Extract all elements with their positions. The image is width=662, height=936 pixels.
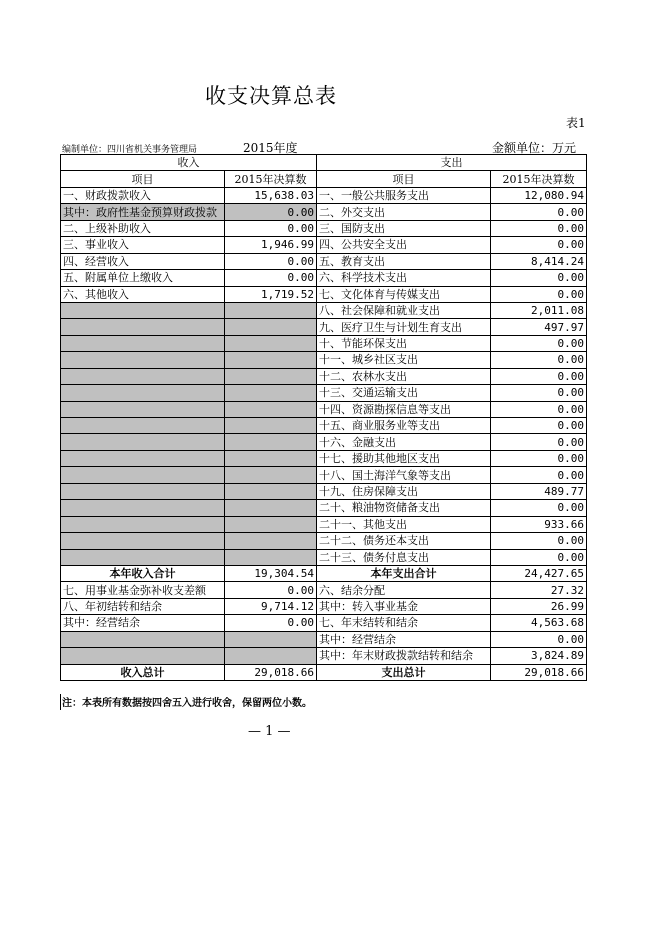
income-value: 9,714.12 xyxy=(225,598,317,614)
expense-value: 26.99 xyxy=(491,598,587,614)
table-number: 表1 xyxy=(566,116,586,130)
table-row xyxy=(61,302,587,318)
income-item: 六、其他收入 xyxy=(61,286,225,302)
income-item xyxy=(61,450,225,466)
expense-item: 二十一、其他支出 xyxy=(317,516,491,532)
expense-item: 一、一般公共服务支出 xyxy=(317,187,491,203)
expense-item: 十八、国土海洋气象等支出 xyxy=(317,467,491,483)
expense-item: 其中：年末财政拨款结转和结余 xyxy=(317,648,491,664)
expense-value: 29,018.66 xyxy=(491,664,587,680)
table-row xyxy=(61,368,587,384)
income-item xyxy=(61,302,225,318)
income-item: 一、财政拨款收入 xyxy=(61,187,225,203)
income-value xyxy=(225,533,317,549)
income-item xyxy=(61,516,225,532)
income-item xyxy=(61,648,225,664)
expense-value: 0.00 xyxy=(491,335,587,351)
expense-value: 27.32 xyxy=(491,582,587,598)
expense-item: 支出总计 xyxy=(317,664,491,680)
expense-value: 0.00 xyxy=(491,631,587,647)
income-value xyxy=(225,368,317,384)
income-value: 0.00 xyxy=(225,582,317,598)
table-row xyxy=(61,598,587,614)
expense-value: 0.00 xyxy=(491,237,587,253)
expense-section-header: 支出 xyxy=(317,155,587,171)
table-row xyxy=(61,565,587,581)
income-value xyxy=(225,648,317,664)
expense-item: 五、教育支出 xyxy=(317,253,491,269)
income-value xyxy=(225,467,317,483)
table-row xyxy=(61,467,587,483)
income-value: 15,638.03 xyxy=(225,187,317,203)
income-value xyxy=(225,385,317,401)
income-item xyxy=(61,335,225,351)
section-header-row xyxy=(61,155,587,171)
income-item: 本年收入合计 xyxy=(61,565,225,581)
income-item xyxy=(61,319,225,335)
income-value xyxy=(225,500,317,516)
table-row xyxy=(61,500,587,516)
expense-value: 0.00 xyxy=(491,467,587,483)
income-item: 收入总计 xyxy=(61,664,225,680)
income-section-header: 收入 xyxy=(61,155,317,171)
income-item xyxy=(61,631,225,647)
table-row xyxy=(61,385,587,401)
expense-value: 0.00 xyxy=(491,204,587,220)
income-value: 0.00 xyxy=(225,270,317,286)
income-value: 19,304.54 xyxy=(225,565,317,581)
income-item: 八、年初结转和结余 xyxy=(61,598,225,614)
expense-item: 十九、住房保障支出 xyxy=(317,483,491,499)
expense-item: 六、科学技术支出 xyxy=(317,270,491,286)
income-value xyxy=(225,352,317,368)
table-row xyxy=(61,450,587,466)
expense-item: 十五、商业服务业等支出 xyxy=(317,418,491,434)
table-row xyxy=(61,286,587,302)
expense-item: 十六、金融支出 xyxy=(317,434,491,450)
table-row xyxy=(61,418,587,434)
expense-item: 八、社会保障和就业支出 xyxy=(317,302,491,318)
table-row xyxy=(61,335,587,351)
expense-value: 0.00 xyxy=(491,401,587,417)
expense-value: 8,414.24 xyxy=(491,253,587,269)
table-row xyxy=(61,270,587,286)
table-left-border xyxy=(60,694,61,710)
expense-item: 七、文化体育与传媒支出 xyxy=(317,286,491,302)
expense-value: 0.00 xyxy=(491,434,587,450)
expense-item: 十三、交通运输支出 xyxy=(317,385,491,401)
expense-item: 二十、粮油物资储备支出 xyxy=(317,500,491,516)
income-item: 三、事业收入 xyxy=(61,237,225,253)
table-row xyxy=(61,434,587,450)
table-row xyxy=(61,483,587,499)
expense-value: 0.00 xyxy=(491,549,587,565)
table-row xyxy=(61,664,587,680)
column-header-row xyxy=(61,171,587,187)
income-item: 二、上级补助收入 xyxy=(61,220,225,236)
table-row xyxy=(61,237,587,253)
expense-value: 0.00 xyxy=(491,368,587,384)
income-value: 1,719.52 xyxy=(225,286,317,302)
expense-value: 0.00 xyxy=(491,220,587,236)
footnote: 注：本表所有数据按四舍五入进行收舍，保留两位小数。 xyxy=(62,698,312,709)
income-value xyxy=(225,401,317,417)
table-row xyxy=(61,253,587,269)
income-value xyxy=(225,631,317,647)
table-row xyxy=(61,648,587,664)
expense-item-header: 项目 xyxy=(317,171,491,187)
table-row xyxy=(61,549,587,565)
income-item xyxy=(61,483,225,499)
expense-value: 0.00 xyxy=(491,450,587,466)
fiscal-year: 2015年度 xyxy=(243,141,298,155)
table-row xyxy=(61,631,587,647)
income-item xyxy=(61,418,225,434)
expense-item: 二十三、债务付息支出 xyxy=(317,549,491,565)
income-value: 0.00 xyxy=(225,204,317,220)
expense-value-header: 2015年决算数 xyxy=(491,171,587,187)
income-value: 29,018.66 xyxy=(225,664,317,680)
expense-item: 九、医疗卫生与计划生育支出 xyxy=(317,319,491,335)
income-item xyxy=(61,385,225,401)
table-row xyxy=(61,516,587,532)
income-value: 1,946.99 xyxy=(225,237,317,253)
expense-value: 933.66 xyxy=(491,516,587,532)
table-row xyxy=(61,533,587,549)
income-value xyxy=(225,335,317,351)
table-row xyxy=(61,582,587,598)
income-value xyxy=(225,516,317,532)
expense-value: 489.77 xyxy=(491,483,587,499)
expense-value: 0.00 xyxy=(491,500,587,516)
expense-value: 0.00 xyxy=(491,352,587,368)
expense-value: 0.00 xyxy=(491,385,587,401)
expense-value: 497.97 xyxy=(491,319,587,335)
income-value xyxy=(225,302,317,318)
table-row xyxy=(61,204,587,220)
expense-item: 本年支出合计 xyxy=(317,565,491,581)
expense-value: 2,011.08 xyxy=(491,302,587,318)
income-item xyxy=(61,401,225,417)
income-item xyxy=(61,500,225,516)
income-value-header: 2015年决算数 xyxy=(225,171,317,187)
expense-item: 十二、农林水支出 xyxy=(317,368,491,384)
table-row xyxy=(61,352,587,368)
organization-label: 编制单位：四川省机关事务管理局 xyxy=(62,145,198,155)
report-title: 收支决算总表 xyxy=(205,84,337,108)
expense-item: 十、节能环保支出 xyxy=(317,335,491,351)
expense-value: 24,427.65 xyxy=(491,565,587,581)
expense-item: 其中：经营结余 xyxy=(317,631,491,647)
expense-value: 0.00 xyxy=(491,286,587,302)
income-item: 七、用事业基金弥补收支差额 xyxy=(61,582,225,598)
income-value xyxy=(225,450,317,466)
income-item xyxy=(61,549,225,565)
income-item: 五、附属单位上缴收入 xyxy=(61,270,225,286)
income-value: 0.00 xyxy=(225,615,317,631)
income-value xyxy=(225,418,317,434)
expense-item: 其中：转入事业基金 xyxy=(317,598,491,614)
income-value xyxy=(225,483,317,499)
table-row xyxy=(61,187,587,203)
expense-item: 二、外交支出 xyxy=(317,204,491,220)
table-row xyxy=(61,615,587,631)
income-item: 其中：经营结余 xyxy=(61,615,225,631)
income-item: 四、经营收入 xyxy=(61,253,225,269)
expense-value: 0.00 xyxy=(491,418,587,434)
expense-value: 12,080.94 xyxy=(491,187,587,203)
expense-item: 二十二、债务还本支出 xyxy=(317,533,491,549)
table-row xyxy=(61,220,587,236)
income-item xyxy=(61,434,225,450)
table-row xyxy=(61,401,587,417)
expense-item: 七、年末结转和结余 xyxy=(317,615,491,631)
table-row xyxy=(61,319,587,335)
income-item: 其中：政府性基金预算财政拨款 xyxy=(61,204,225,220)
expense-item: 十七、援助其他地区支出 xyxy=(317,450,491,466)
income-item xyxy=(61,533,225,549)
income-value xyxy=(225,434,317,450)
budget-summary-table xyxy=(60,154,587,681)
expense-value: 0.00 xyxy=(491,533,587,549)
amount-unit: 金额单位：万元 xyxy=(492,141,577,155)
expense-item: 十一、城乡社区支出 xyxy=(317,352,491,368)
expense-item: 六、结余分配 xyxy=(317,582,491,598)
expense-item: 三、国防支出 xyxy=(317,220,491,236)
income-value xyxy=(225,549,317,565)
income-item xyxy=(61,352,225,368)
income-item xyxy=(61,467,225,483)
income-value: 0.00 xyxy=(225,253,317,269)
expense-value: 4,563.68 xyxy=(491,615,587,631)
expense-value: 3,824.89 xyxy=(491,648,587,664)
expense-value: 0.00 xyxy=(491,270,587,286)
income-value: 0.00 xyxy=(225,220,317,236)
expense-item: 四、公共安全支出 xyxy=(317,237,491,253)
income-item-header: 项目 xyxy=(61,171,225,187)
page-number: — 1 — xyxy=(248,724,291,739)
income-item xyxy=(61,368,225,384)
expense-item: 十四、资源勘探信息等支出 xyxy=(317,401,491,417)
income-value xyxy=(225,319,317,335)
